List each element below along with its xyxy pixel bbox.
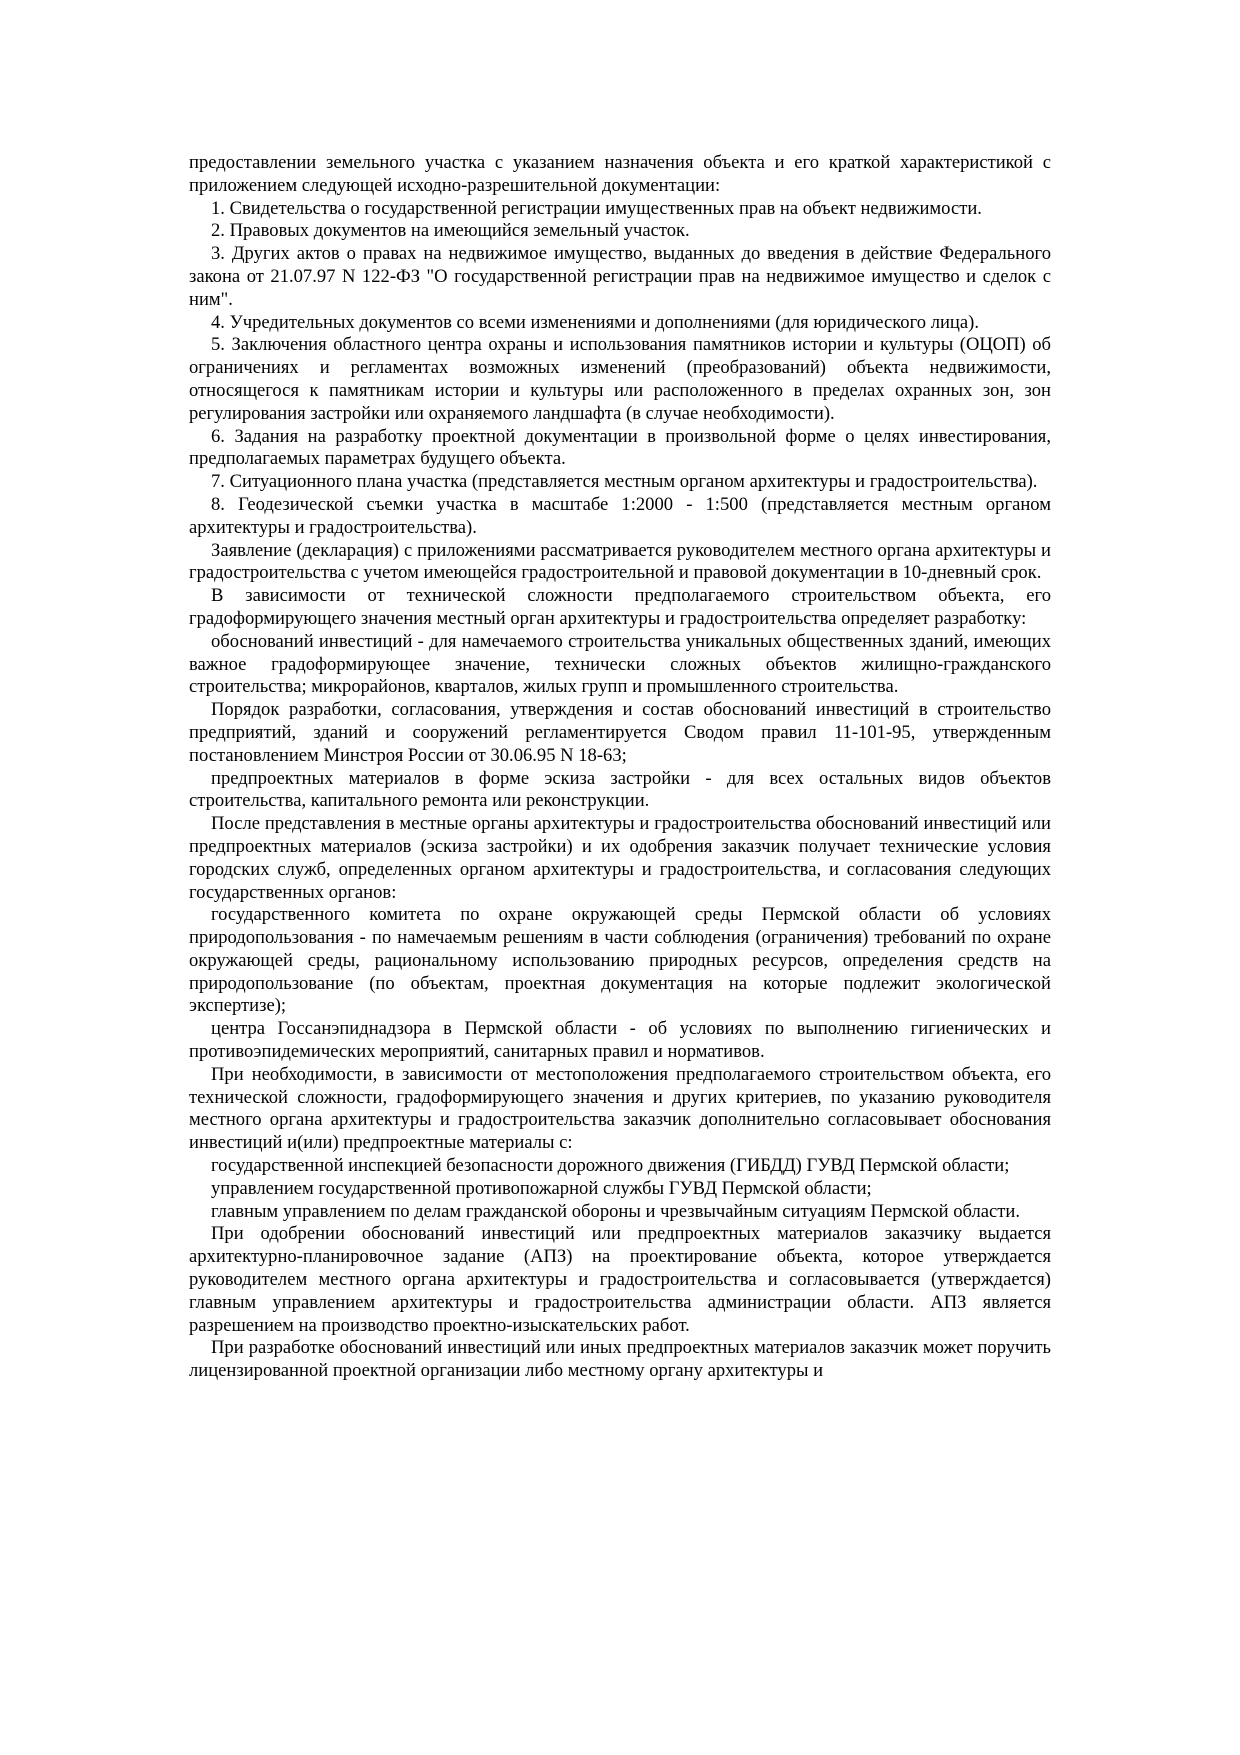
- paragraph-traffic-inspection: государственной инспекцией безопасности дорожного движения (ГИБДД) ГУВД Пермской области;: [211, 1155, 1010, 1177]
- paragraph-investment-justification: обоснований инвестиций - для намечаемого строительства уникальных общественных зданий, имеющих важное градоформирующее значение, технически сложных объектов жилищно-гражданского строительства; микрорайонов, кварталов, жилых групп и промышленного строительства.: [189, 630, 1051, 698]
- paragraph-after-submission: После представления в местные органы архитектуры и градостроительства обоснований инвестиций или предпроектных материалов (эскиза застройки) и их одобрения заказчик получает технические условия городских служб, определенных органом архитектуры и градостроительства, и согласования следующих государственных органов:: [189, 813, 1051, 903]
- paragraph-continuation: предоставлении земельного участка с указанием назначения объекта и его краткой характеристикой с приложением следующей исходно-разрешительной документации:: [189, 152, 1051, 196]
- list-item-2: 2. Правовых документов на имеющийся земельный участок.: [211, 220, 690, 242]
- paragraph-development-scope: В зависимости от технической сложности предполагаемого строительством объекта, его градоформирующего значения местный орган архитектуры и градостроительства определяет разработку:: [189, 585, 1051, 629]
- paragraph-civil-defense: главным управлением по делам гражданской обороны и чрезвычайным ситуациям Пермской области.: [211, 1200, 1021, 1222]
- paragraph-application-review: Заявление (декларация) с приложениями рассматривается руководителем местного органа архитектуры и градостроительства с учетом имеющейся градостроительной и правовой документации в 10-дневный срок.: [189, 539, 1051, 584]
- paragraph-sanitary-center: центра Госсанэпиднадзора в Пермской области - об условиях по выполнению гигиенических и противоэпидемических мероприятий, санитарных правил и нормативов.: [189, 1018, 1051, 1063]
- list-item-6: 6. Задания на разработку проектной документации в произвольной форме о целях инвестирования, предполагаемых параметрах будущего объекта.: [189, 425, 1051, 470]
- list-item-8: 8. Геодезической съемки участка в масштабе 1:2000 - 1:500 (представляется местным органом архитектуры и градостроительства).: [189, 493, 1051, 538]
- paragraph-fire-service: управлением государственной противопожарной службы ГУВД Пермской области;: [211, 1177, 872, 1199]
- list-item-5: 5. Заключения областного центра охраны и использования памятников истории и культуры (ОЦОП) об ограничениях и регламентах возможных изменений (преобразований) объекта недвижимости, относящегося к памятникам истории и культуры или расположенного в пределах охранных зон, зон регулирования застройки или охраняемого ландшафта (в случае необходимости).: [189, 334, 1051, 424]
- paragraph-procedure: Порядок разработки, согласования, утверждения и состав обоснований инвестиций в строительство предприятий, зданий и сооружений регламентируется Сводом правил 11-101-95, утвержденным постановлением Минстроя России от 30.06.95 N 18-63;: [189, 699, 1051, 766]
- paragraph-additional-approvals: При необходимости, в зависимости от местоположения предполагаемого строительством объекта, его технической сложности, градоформирующего значения и других критериев, по указанию руководителя местного органа архитектуры и градостроительства заказчик дополнительно согласовывает обоснования инвестиций и(или) предпроектные материалы с:: [189, 1063, 1051, 1154]
- list-item-1: 1. Свидетельства о государственной регистрации имущественных прав на объект недвижимости.: [211, 197, 982, 219]
- list-item-3: 3. Других актов о правах на недвижимое имущество, выданных до введения в действие Федерального закона от 21.07.97 N 122-ФЗ "О государственной регистрации прав на недвижимое имущество и сделок с ним".: [189, 243, 1051, 310]
- paragraph-environment-committee: государственного комитета по охране окружающей среды Пермской области об условиях природопользования - по намечаемым решениям в части соблюдения (ограничения) требований по охране окружающей среды, рациональному использованию природных ресурсов, определения средств на природопользование (по объектам, проектная документация на которые подлежит экологической экспертизе);: [189, 904, 1051, 1017]
- paragraph-contractor-option: При разработке обоснований инвестиций или иных предпроектных материалов заказчик может поручить лицензированной проектной организации либо местному органу архитектуры и: [189, 1337, 1051, 1382]
- document-page: [189, 152, 1051, 1383]
- paragraph-preproject-materials: предпроектных материалов в форме эскиза застройки - для всех остальных видов объектов строительства, капитального ремонта или реконструкции.: [189, 767, 1051, 812]
- list-item-4: 4. Учредительных документов со всеми изменениями и дополнениями (для юридического лица).: [211, 311, 979, 333]
- paragraph-apz-issuance: При одобрении обоснований инвестиций или предпроектных материалов заказчику выдается архитектурно-планировочное задание (АПЗ) на проектирование объекта, которое утверждается руководителем местного органа архитектуры и градостроительства и согласовывается (утверждается) главным управлением архитектуры и градостроительства администрации области. АПЗ является разрешением на производство проектно-изыскательских работ.: [189, 1223, 1051, 1336]
- list-item-7: 7. Ситуационного плана участка (представляется местным органом архитектуры и градостроительства).: [211, 471, 1038, 493]
